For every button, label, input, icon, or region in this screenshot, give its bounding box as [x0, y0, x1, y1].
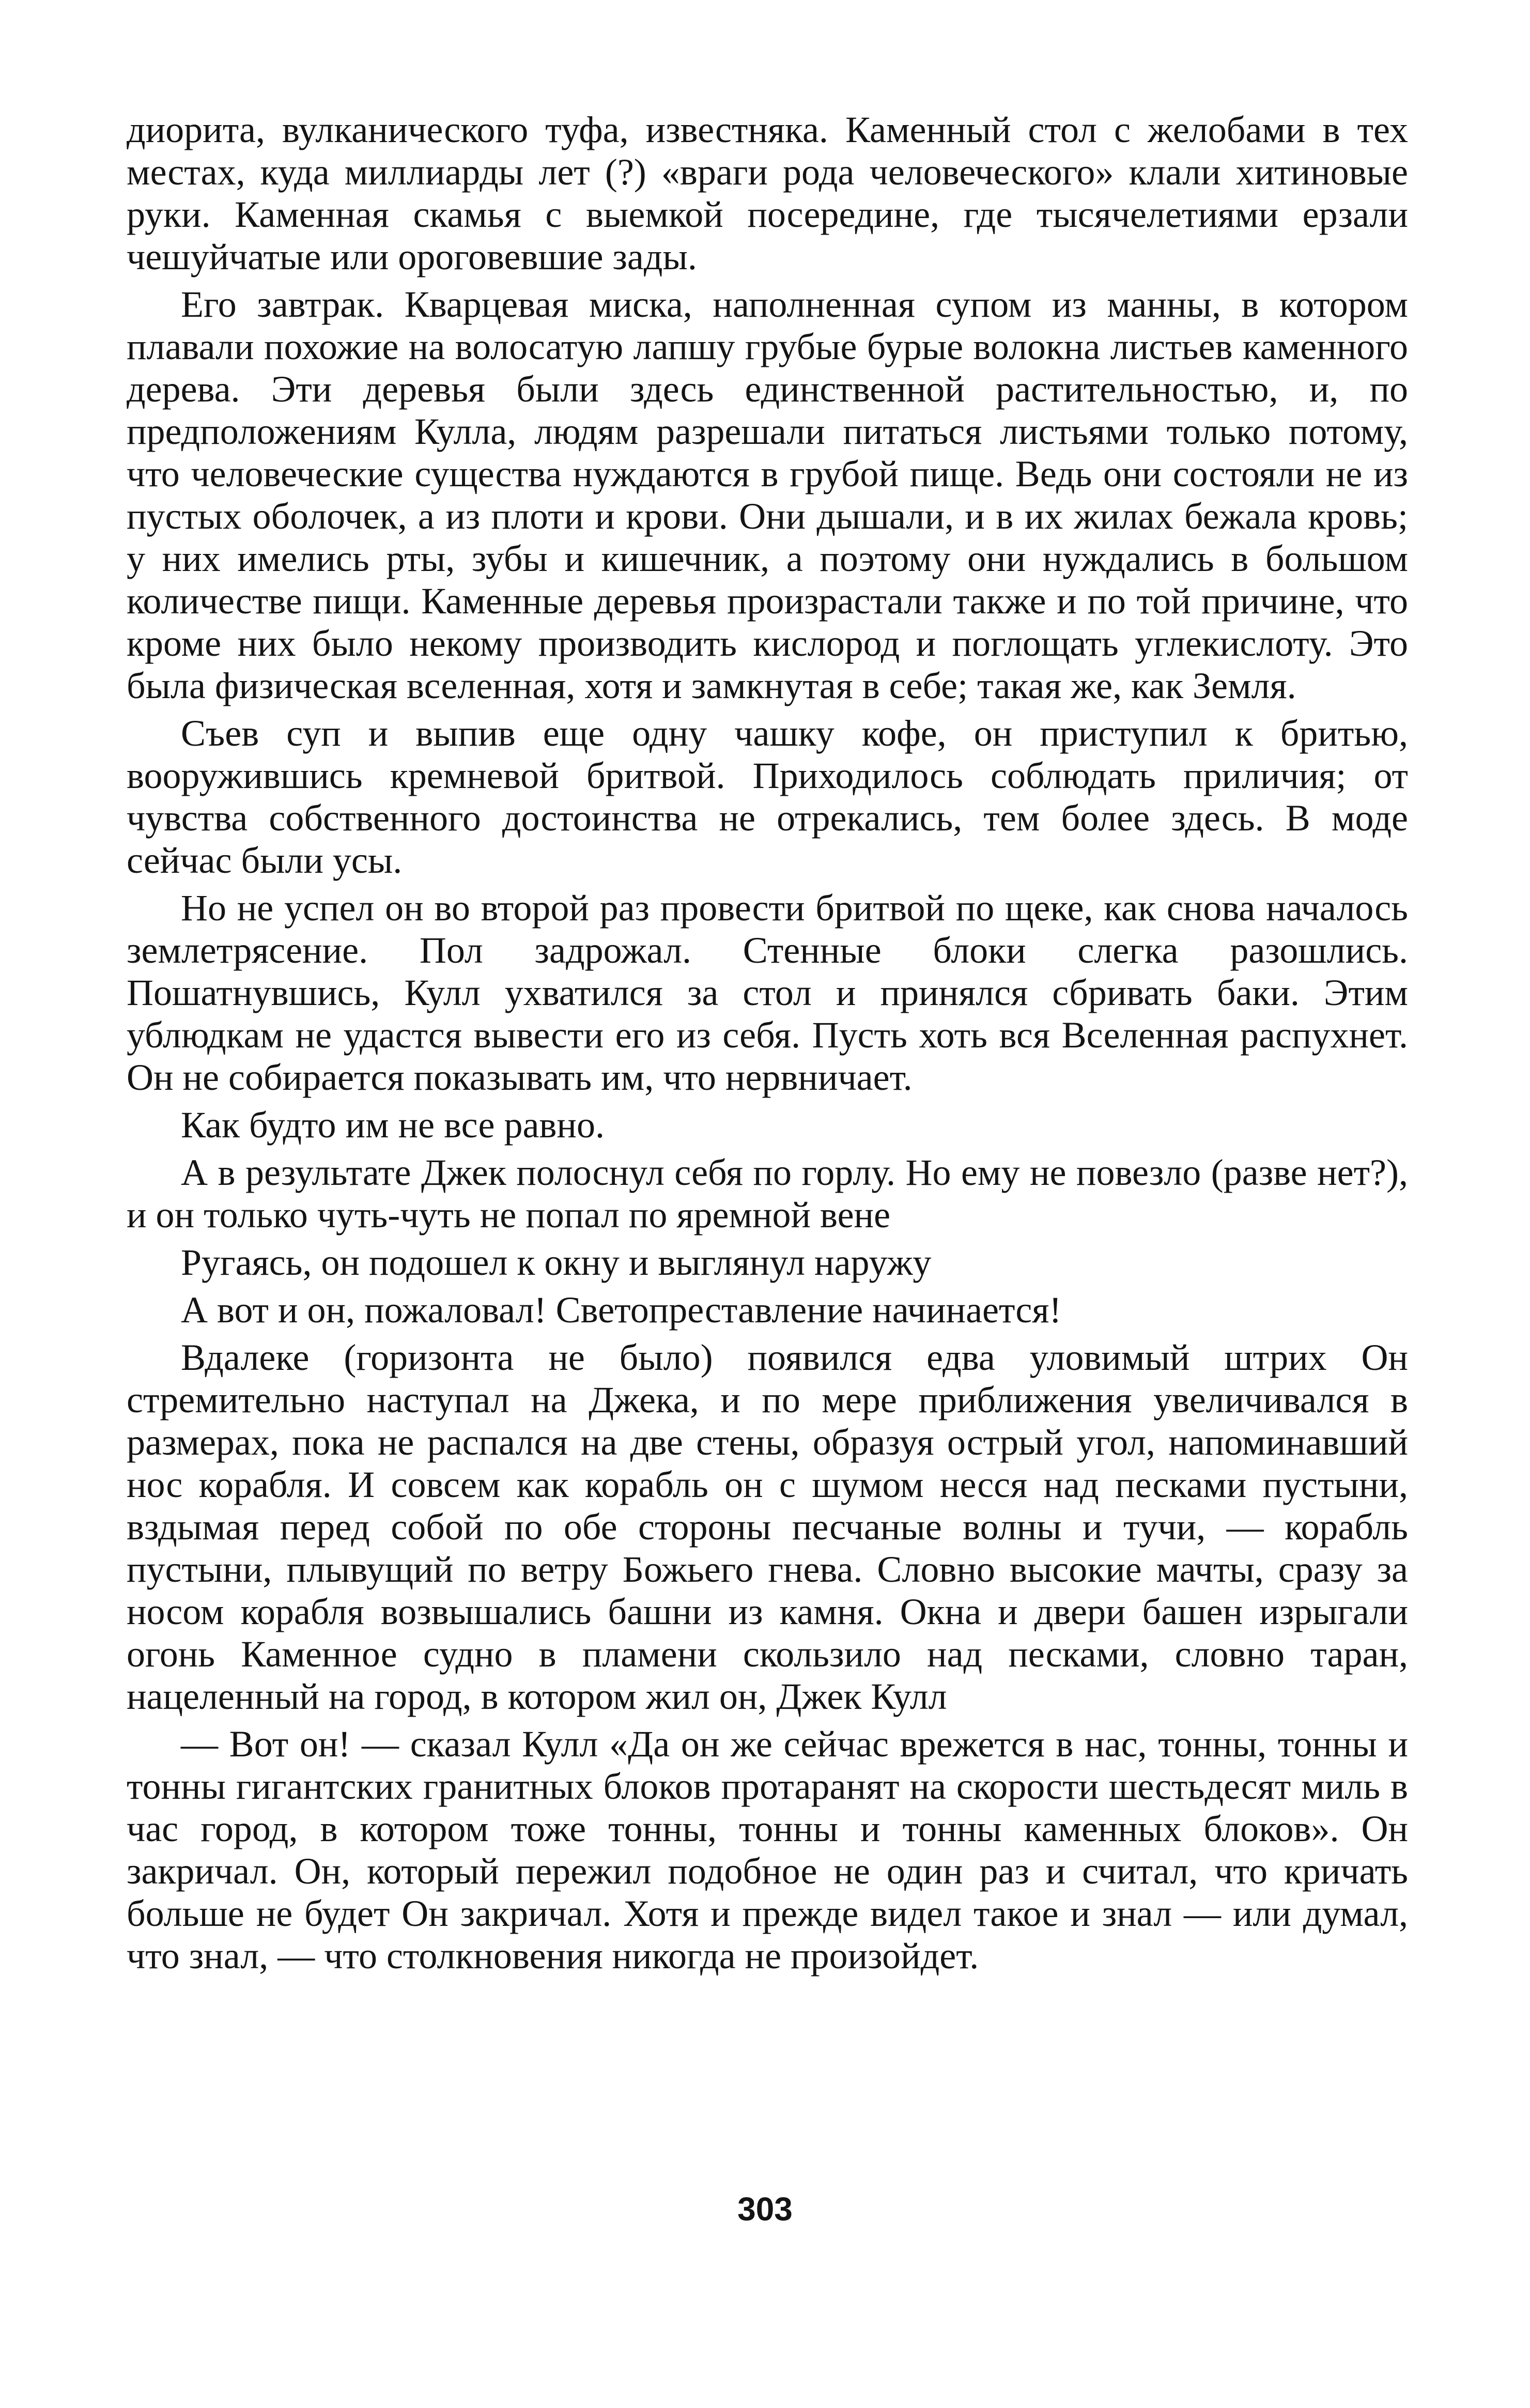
paragraph: А вот и он, пожаловал! Светопреставление начинается! [181, 1289, 1062, 1331]
paragraph: Но не успел он во второй раз провести бритвой по щеке, как снова началось землетрясение. Пол задрожал. Стенные блоки слегка разошлись. Пошатнувшись, Кулл ухватился за стол и принялся сбривать баки. Этим ублюдкам не удастся вывести его из себя. Пусть хоть вся Вселенная распухнет. Он не собирается показывать им, что нервничает. [127, 887, 1408, 1098]
paragraph: Вдалеке (горизонта не было) появился едва уловимый штрих Он стремительно наступал на Джека, и по мере приближения увеличивался в размерах, пока не распался на две стены, образуя острый угол, напоминавший нос корабля. И совсем как корабль он с шумом несся над песками пустыни, вздымая перед собой по обе стороны песчаные волны и тучи, — корабль пустыни, плывущий по ветру Божьего гнева. Словно высокие мачты, сразу за носом корабля возвышались башни из камня. Окна и двери башен изрыгали огонь Каменное судно в пламени скользило над песками, словно таран, нацеленный на город, в котором жил он, Джек Кулл [127, 1337, 1408, 1717]
body-text [127, 109, 1408, 1977]
page-number: 303 [737, 2190, 793, 2228]
paragraph: диорита, вулканического туфа, известняка. Каменный стол с желобами в тех местах, куда миллиарды лет (?) «враги рода человеческого» клали хитиновые руки. Каменная скамья с выемкой посередине, где тысячелетиями ерзали чешуйчатые или ороговевшие зады. [127, 109, 1408, 277]
paragraph: А в результате Джек полоснул себя по горлу. Но ему не повезло (разве нет?), и он только чуть-чуть не попал по яремной вене [127, 1152, 1408, 1236]
paragraph: Его завтрак. Кварцевая миска, наполненная супом из манны, в котором плавали похожие на волосатую лапшу грубые бурые волокна листьев каменного дерева. Эти деревья были здесь единственной растительностью, и, по предположениям Кулла, людям разрешали питаться листьями только потому, что человеческие существа нуждаются в грубой пище. Ведь они состояли не из пустых оболочек, а из плоти и крови. Они дышали, и в их жилах бежала кровь; у них имелись рты, зубы и кишечник, а поэтому они нуждались в большом количестве пищи. Каменные деревья произрастали также и по той причине, что кроме них было некому производить кислород и поглощать углекислоту. Это была физическая вселенная, хотя и замкнутая в себе; такая же, как Земля. [127, 284, 1408, 706]
paragraph: Ругаясь, он подошел к окну и выглянул наружу [181, 1242, 932, 1283]
paragraph: Как будто им не все равно. [181, 1104, 605, 1146]
paragraph: — Вот он! — сказал Кулл «Да он же сейчас врежется в нас, тонны, тонны и тонны гигантских гранитных блоков протаранят на скорости шестьдесят миль в час город, в котором тоже тонны, тонны и тонны каменных блоков». Он закричал. Он, который пережил подобное не один раз и считал, что кричать больше не будет Он закричал. Хотя и прежде видел такое и знал — или думал, что знал, — что столкновения никогда не произойдет. [127, 1723, 1408, 1977]
paragraph: Съев суп и выпив еще одну чашку кофе, он приступил к бритью, вооружившись кремневой бритвой. Приходилось соблюдать приличия; от чувства собственного достоинства не отрекались, тем более здесь. В моде сейчас были усы. [127, 713, 1408, 881]
